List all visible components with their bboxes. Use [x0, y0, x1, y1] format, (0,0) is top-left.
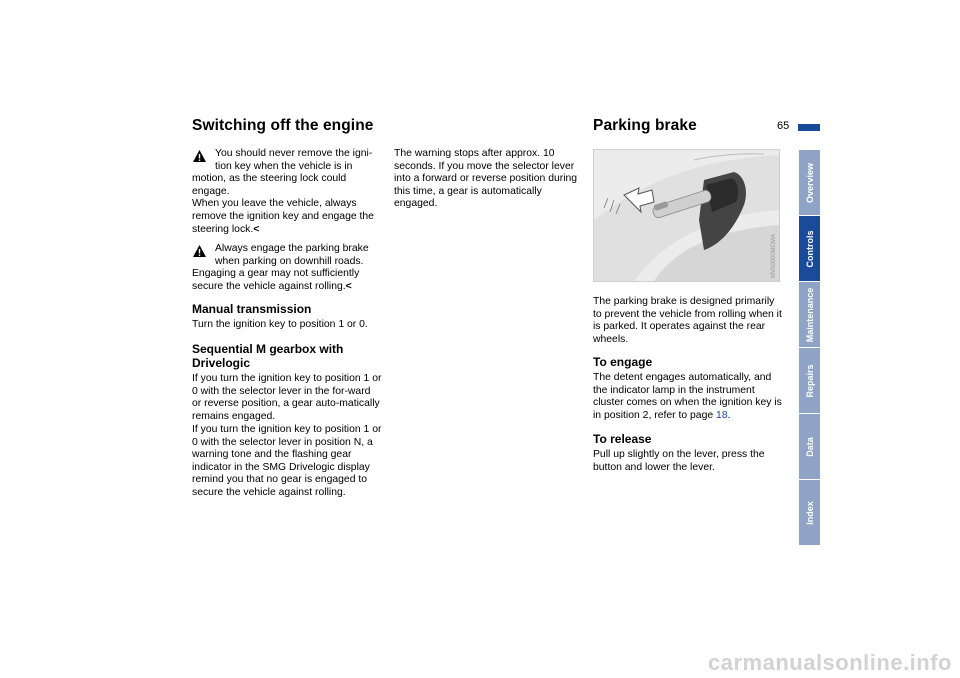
section-title-parking-brake: Parking brake [593, 117, 697, 134]
warning-downhill [192, 243, 384, 293]
smg-para2: If you turn the ignition key to position 1 or 0 with the selector lever in position N, a warning tone and the flashing gear indicator in the SMG Drivelogic display remind you that no gear is engaged to secure the vehicle against rolling. [192, 424, 382, 498]
warning1-line2: tion key when the vehicle is in [215, 160, 353, 172]
tab-label: Controls [804, 230, 815, 267]
tab-index[interactable] [799, 479, 820, 545]
end-mark: < [345, 280, 352, 292]
tab-label: Data [804, 436, 815, 457]
page-number: 65 [777, 120, 790, 132]
warning-triangle-icon [192, 149, 207, 163]
warning1-para2: When you leave the vehicle, always remove the ignition key and engage the steering lock. [192, 198, 374, 235]
section-title-switching-off: Switching off the engine [192, 117, 374, 134]
tab-maintenance[interactable] [799, 281, 820, 347]
smg-para1: If you turn the ignition key to position 1 or 0 with the selector lever in the for-ward or reverse position, a gear auto-matically remains engaged. [192, 373, 382, 422]
tab-overview[interactable] [799, 149, 820, 215]
parking-brake-drawing [594, 150, 779, 281]
parking-brake-illustration [593, 149, 780, 282]
page-accent-bar [798, 124, 820, 131]
parking-brake-intro: The parking brake is designed primarily to prevent the vehicle from rolling when it is parked. It operates against the rear wheels. [593, 296, 782, 345]
tab-data[interactable] [799, 413, 820, 479]
middle-text: The warning stops after approx. 10 seconds. If you move the selector lever into a forward or reverse position during this time, a gear is automatically engaged. [394, 148, 578, 210]
watermark: carmanualsonline.info [708, 650, 952, 675]
image-code-label: MV00000MCMA [771, 233, 777, 278]
heading-to-engage: To engage [593, 355, 653, 369]
tab-label: Index [804, 500, 815, 525]
warning2-rest: Engaging a gear may not sufficiently secure the vehicle against rolling. [192, 268, 360, 292]
warning-steering-lock [192, 148, 384, 236]
end-mark: < [253, 223, 260, 235]
tab-controls[interactable] [799, 215, 820, 281]
warning-triangle-icon [192, 244, 207, 258]
tab-label: Overview [804, 162, 815, 203]
engage-end: . [727, 409, 731, 421]
warning2-line1: Always engage the parking brake [215, 243, 369, 254]
heading-smg: Sequential M gearbox with Drivelogic [192, 342, 344, 370]
tab-label: Repairs [804, 363, 815, 398]
engage-body: The detent engages automatically, and the indicator lamp in the instrument cluster comes on when the ignition key is in position 2, refer to page [593, 372, 782, 421]
release-text: Pull up slightly on the lever, press the button and lower the lever. [593, 449, 765, 473]
warning1-rest: motion, as the steering lock could engage. [192, 173, 347, 197]
heading-manual-transmission: Manual transmission [192, 302, 312, 316]
engage-text [593, 372, 785, 422]
manual-transmission-text: Turn the ignition key to position 1 or 0. [192, 319, 368, 330]
tab-label: Maintenance [804, 287, 815, 342]
warning1-line1: You should never remove the igni- [215, 148, 373, 159]
warning2-line2: when parking on downhill roads. [215, 255, 364, 267]
heading-to-release: To release [593, 432, 652, 446]
tab-repairs[interactable] [799, 347, 820, 413]
page-reference-link[interactable]: 18 [716, 409, 728, 421]
